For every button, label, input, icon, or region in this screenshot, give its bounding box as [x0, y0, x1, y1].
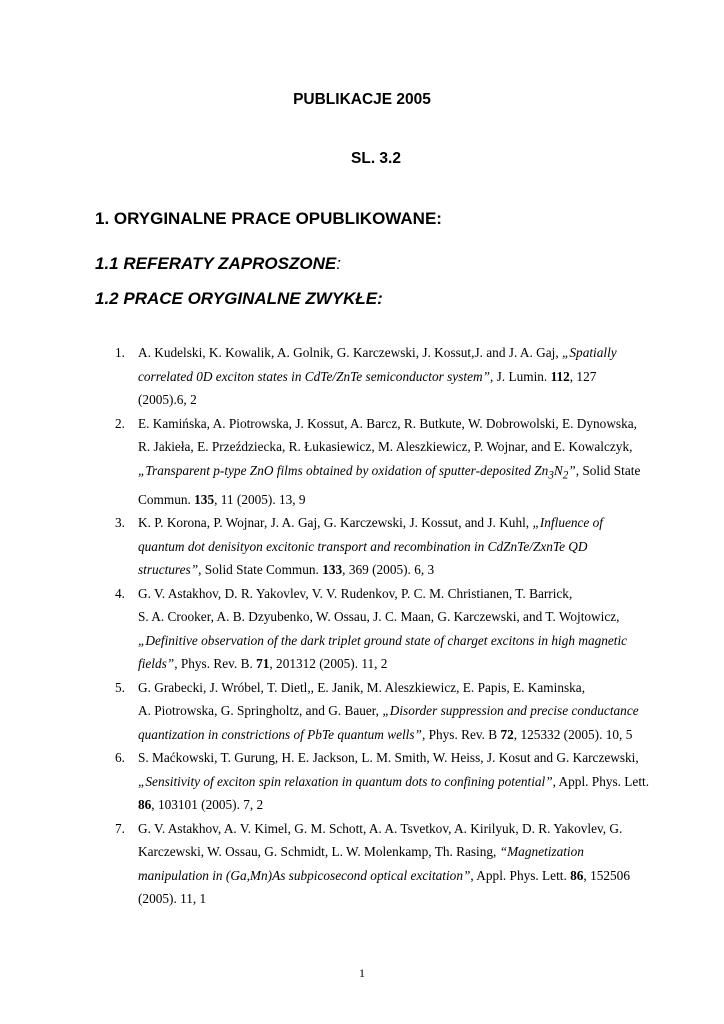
- reference-volume: 135: [194, 491, 215, 507]
- reference-line: E. Kamińska, A. Piotrowska, J. Kossut, A. Barcz, R. Butkute, W. Dobrowolski, E. Dynowska,: [138, 415, 637, 431]
- reference-authors: K. P. Korona, P. Wojnar, J. A. Gaj, G. Karczewski, J. Kossut, and J. Kuhl,: [138, 515, 533, 531]
- reference-journal: , Solid State: [575, 462, 641, 478]
- reference-item: [0, 817, 724, 911]
- reference-line: [138, 535, 652, 559]
- reference-number: 7.: [115, 820, 125, 836]
- reference-line: S. Maćkowski, T. Gurung, H. E. Jackson, L. M. Smith, W. Heiss, J. Kosut and G. Karczewski,: [138, 750, 639, 766]
- reference-item: [0, 676, 724, 747]
- reference-number: 4.: [115, 585, 125, 601]
- reference-number: 1.: [115, 345, 125, 360]
- reference-line: [138, 699, 652, 723]
- subsection-heading-regular-papers: 1.2 PRACE ORYGINALNE ZWYKŁE:: [95, 289, 383, 308]
- formula-letter: N: [553, 462, 563, 478]
- reference-title: „Spatially: [562, 345, 617, 360]
- reference-number: 2.: [115, 415, 125, 431]
- reference-authors: A. Kudelski, K. Kowalik, A. Golnik, G. Karczewski, J. Kossut,J. and J. A. Gaj,: [138, 345, 562, 360]
- section-heading-original-papers: 1. ORYGINALNE PRACE OPUBLIKOWANE:: [95, 209, 442, 228]
- reference-title: „Definitive observation of the dark triplet ground state of charget excitons in high magnetic: [138, 632, 628, 648]
- subsection-heading-invited-talks: [95, 254, 341, 274]
- reference-title: “Magnetization: [499, 844, 584, 860]
- reference-line: [138, 488, 652, 512]
- reference-line: [138, 840, 652, 864]
- reference-number: 5.: [115, 679, 125, 695]
- reference-pages: , 201312 (2005). 11, 2: [269, 656, 388, 672]
- reference-line: [138, 793, 652, 817]
- reference-pages: , 125332 (2005). 10, 5: [513, 726, 633, 742]
- reference-item: [0, 511, 724, 582]
- subsection-label: 1.1 REFERATY ZAPROSZONE: [95, 254, 337, 273]
- subscript: 2: [562, 469, 569, 482]
- reference-pages: , 11 (2005). 13, 9: [214, 491, 306, 507]
- reference-line: [138, 652, 652, 676]
- document-title: PUBLIKACJE 2005: [293, 91, 431, 108]
- reference-title: „Disorder suppression and precise conductance: [382, 703, 639, 719]
- reference-line: (2005).6, 2: [138, 392, 197, 407]
- subscript: 3: [548, 469, 554, 482]
- closing-quote: ”: [568, 462, 576, 478]
- reference-volume: 133: [322, 562, 343, 578]
- reference-title: „Influence of: [532, 515, 603, 531]
- reference-journal: Commun.: [138, 491, 195, 507]
- reference-item: [0, 746, 724, 817]
- reference-authors: A. Piotrowska, G. Springholtz, and G. Bauer,: [138, 703, 383, 719]
- reference-journal: , J. Lumin.: [489, 368, 551, 384]
- reference-journal: , Solid State Commun.: [198, 562, 323, 578]
- reference-volume: 86: [138, 797, 152, 813]
- document-subtitle: SL. 3.2: [351, 150, 401, 167]
- reference-title: manipulation in (Ga,Mn)As subpicosecond optical excitation”: [138, 867, 471, 883]
- reference-journal: , Phys. Rev. B.: [174, 656, 257, 672]
- reference-journal: , Appl. Phys. Lett.: [552, 773, 650, 789]
- reference-authors: Karczewski, W. Ossau, G. Schmidt, L. W. Molenkamp, Th. Rasing,: [138, 844, 500, 860]
- reference-pages: , 103101 (2005). 7, 2: [151, 797, 264, 813]
- subsection-colon: :: [336, 254, 341, 273]
- reference-title: quantum dot denisityon excitonic transport and recombination in CdZnTe/ZxnTe QD: [138, 538, 588, 554]
- reference-item: [0, 341, 724, 412]
- reference-title: „Sensitivity of exciton spin relaxation in quantum dots to confining potential”: [138, 773, 553, 789]
- reference-pages: , 369 (2005). 6, 3: [342, 562, 435, 578]
- reference-line: G. V. Astakhov, D. R. Yakovlev, V. V. Rudenkov, P. C. M. Christianen, T. Barrick,: [138, 585, 573, 601]
- reference-item: [0, 582, 724, 676]
- reference-title-text: „Transparent p-type ZnO films obtained by oxidation of sputter-deposited Zn: [138, 462, 549, 478]
- reference-line: [138, 864, 652, 888]
- reference-line: G. Grabecki, J. Wróbel, T. Dietl,, E. Janik, M. Aleszkiewicz, E. Papis, E. Kaminska,: [138, 679, 586, 695]
- reference-line: [138, 341, 652, 365]
- reference-title: quantization in constrictions of PbTe quantum wells”: [138, 726, 422, 742]
- reference-line: [138, 558, 652, 582]
- reference-volume: 112: [550, 368, 570, 384]
- reference-pages: , 152506: [583, 867, 630, 883]
- reference-number: 3.: [115, 515, 125, 531]
- reference-line: [138, 770, 652, 794]
- reference-journal: , Phys. Rev. B: [421, 726, 501, 742]
- reference-volume: 86: [570, 867, 584, 883]
- reference-line: (2005). 11, 1: [138, 891, 207, 907]
- reference-title: [138, 462, 576, 482]
- reference-line: [138, 511, 652, 535]
- page-number: 1: [359, 966, 365, 980]
- reference-line: G. V. Astakhov, A. V. Kimel, G. M. Schott, A. A. Tsvetkov, A. Kirilyuk, D. R. Yakovlev, G.: [138, 820, 623, 836]
- reference-title: correlated 0D exciton states in CdTe/ZnTe semiconductor system”: [138, 368, 490, 384]
- reference-line: [138, 459, 652, 488]
- reference-list: [0, 341, 724, 911]
- reference-line: [138, 365, 652, 389]
- reference-title: structures”: [138, 562, 199, 578]
- reference-pages: , 127: [569, 368, 597, 384]
- reference-number: 6.: [115, 750, 125, 766]
- reference-title: fields”: [138, 656, 175, 672]
- reference-item: [0, 412, 724, 512]
- reference-volume: 71: [256, 656, 270, 672]
- reference-line: [138, 629, 652, 653]
- reference-line: S. A. Crooker, A. B. Dzyubenko, W. Ossau, J. C. Maan, G. Karczewski, and T. Wojtowicz,: [138, 609, 620, 625]
- reference-line: [138, 723, 652, 747]
- reference-journal: , Appl. Phys. Lett.: [470, 867, 571, 883]
- reference-line: R. Jakieła, E. Przeździecka, R. Łukasiewicz, M. Aleszkiewicz, P. Wojnar, and E. Kowalczyk,: [138, 439, 633, 454]
- reference-volume: 72: [500, 726, 514, 742]
